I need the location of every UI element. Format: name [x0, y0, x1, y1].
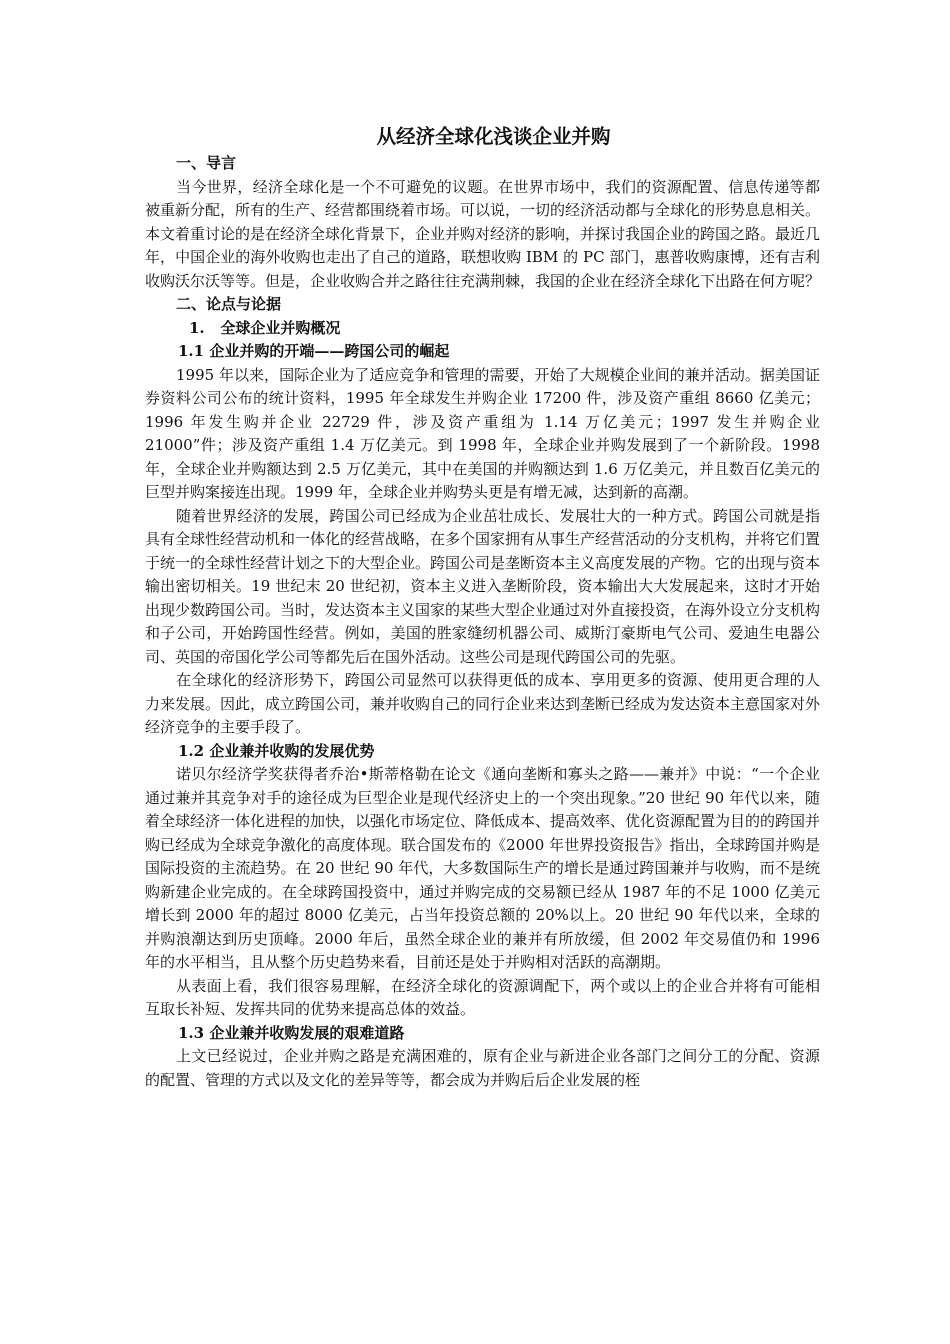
- paragraph-1-2-b: 从表面上看，我们很容易理解，在经济全球化的资源调配下，两个或以上的企业合并将有可能相互取长补短、发挥共同的优势来提高总体的效益。: [145, 976, 820, 1018]
- paragraph-intro: 当今世界，经济全球化是一个不可避免的议题。在世界市场中，我们的资源配置、信息传递等都被重新分配，所有的生产、经营都围绕着市场。可以说，一切的经济活动都与全球化的形势息息相关。本文着重讨论的是在经济全球化背景下，企业并购对经济的影响，并探讨我国企业的跨国之路。最近几年，中国企业的海外收购也走出了自己的道路，联想收购 IBM 的 PC 部门，惠普收购康博，还有吉利收购沃尔沃等等。但是，企业收购合并之路往往充满荆棘，我国的企业在经济全球化下出路在何方呢？: [145, 177, 821, 290]
- subsection-heading-1-1: 1.1 企业并购的开端——跨国公司的崛起: [178, 342, 450, 360]
- document-title: 从经济全球化浅谈企业并购: [376, 125, 611, 148]
- paragraph-1-3-a: 上文已经说过，企业并购之路是充满困难的，原有企业与新进企业各部门之间分工的分配、资源的配置、管理的方式以及文化的差异等等，都会成为并购后后企业发展的桎: [145, 1047, 820, 1089]
- paragraph-1-1-b: 随着世界经济的发展，跨国公司已经成为企业茁壮成长、发展壮大的一种方式。跨国公司就是指具有全球性经营动机和一体化的经营战略，在多个国家拥有从事生产经营活动的分支机构，并将它们置于统一的全球性经营计划之下的大型企业。跨国公司是垄断资本主义高度发展的产物。它的出现与资本输出密切相关。19 世纪末 20 世纪初，资本主义进入垄断阶段，资本输出大大发展起来，这时才开始出现少数跨国公司。当时，发达资本主义国家的某些大型企业通过对外直接投资，在海外设立分支机构和子公司，开始跨国性经营。例如，美国的胜家缝纫机器公司、威斯汀豪斯电气公司、爱迪生电器公司、英国的帝国化学公司等都先后在国外活动。这些公司是现代跨国公司的先驱。: [145, 506, 821, 666]
- section-heading-intro: 一、导言: [176, 154, 237, 172]
- paragraph-1-2-a: 诺贝尔经济学奖获得者乔治•斯蒂格勒在论文《通向垄断和寡头之路——兼并》中说：“一个企业通过兼并其竞争对手的途径成为巨型企业是现代经济史上的一个突出现象。”20 世纪 90 年代以来，随着全球经济一体化进程的加快，以强化市场定位、降低成本、提高效率、优化资源配置为目的的跨国并购已经成为全球竞争激化的高度体现。联合国发布的《2000 年世界投资报告》指出，全球跨国并购是国际投资的主流趋势。在 20 世纪 90 年代，大多数国际生产的增长是通过跨国兼并与收购，而不是统购新建企业完成的。在全球跨国投资中，通过并购完成的交易额已经从 1987 年的不足 1000 亿美元增长到 2000 年的超过 8000 亿美元，占当年投资总额的 20%以上。20 世纪 90 年代以来，全球的并购浪潮达到历史顶峰。2000 年后，虽然全球企业的兼并有所放缓，但 2002 年交易值仍和 1996 年的水平相当，且从整个历史趋势来看，目前还是处于并购相对活跃的高潮期。: [145, 765, 821, 971]
- paragraph-1-1-c: 在全球化的经济形势下，跨国公司显然可以获得更低的成本、享用更多的资源、使用更合理的人力来发展。因此，成立跨国公司，兼并收购自己的同行企业来达到垄断已经成为发达资本主意国家对外经济竞争的主要手段了。: [145, 671, 821, 736]
- subsection-heading-1-2: 1.2 企业兼并收购的发展优势: [178, 741, 375, 760]
- paragraph-1-1-a: 1995 年以来，国际企业为了适应竞争和管理的需要，开始了大规模企业间的兼并活动。据美国证券资料公司公布的统计资料，1995 年全球发生并购企业 17200 件，涉及资产重组 8660 亿美元；1996 年发生购并企业 22729 件，涉及资产重组为 1.14 万亿美元；1997 发生并购企业 21000”件；涉及资产重组 1.4 万亿美元。到 1998 年，全球企业并购发展到了一个新阶段。1998 年，全球企业并购额达到 2.5 万亿美元，其中在美国的并购额达到 1.6 万亿美元，并且数百亿美元的巨型并购案接连出现。1999 年，全球企业并购势头更是有增无减，达到新的高潮。: [145, 365, 820, 501]
- section-heading-arguments: 二、论点与论据: [176, 295, 282, 313]
- subsection-heading-1-3: 1.3 企业兼并收购发展的艰难道路: [178, 1023, 405, 1042]
- subsection-heading-1: 1. 全球企业并购概况: [189, 318, 341, 337]
